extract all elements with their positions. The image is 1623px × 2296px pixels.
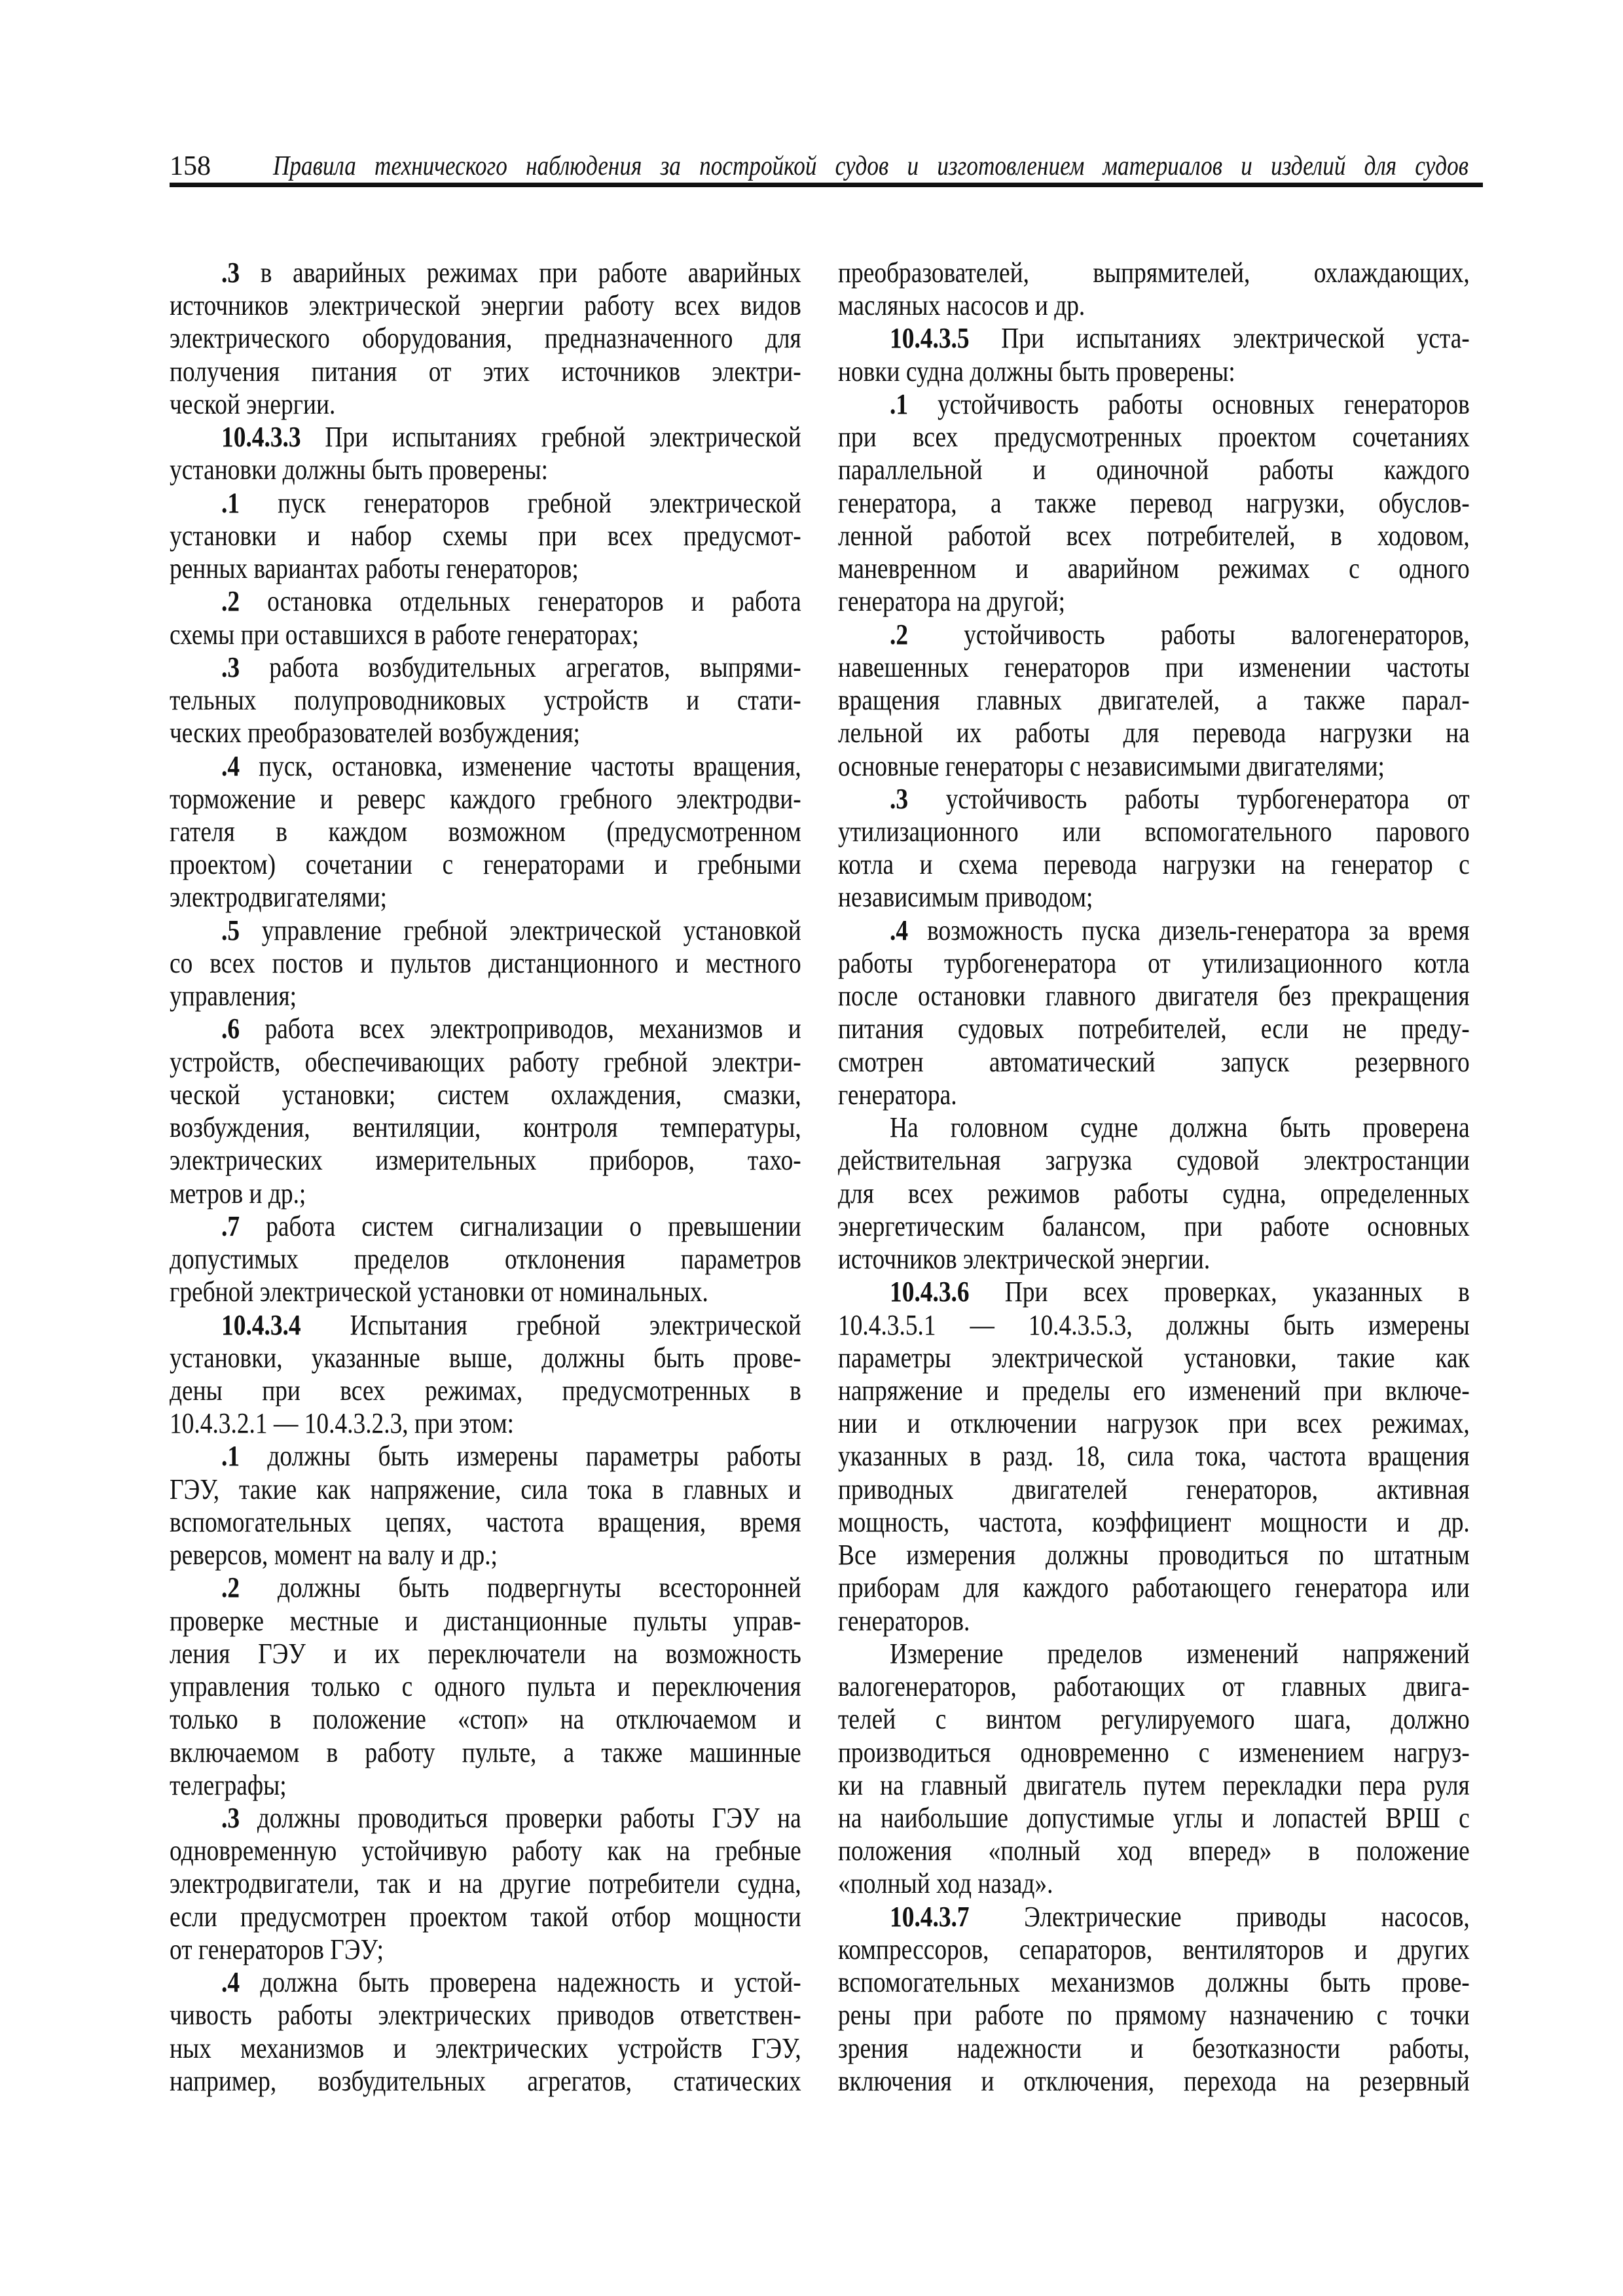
- line-text: источников электрической энергии работу всех видов: [170, 289, 801, 322]
- paragraph-item-3: [170, 1802, 801, 1966]
- paragraph-number: 10.4.3.7: [890, 1900, 970, 1933]
- text-line: [170, 421, 801, 454]
- line-text: установки должны быть проверены:: [170, 454, 549, 486]
- line-text: валогенераторов, работающих от главных двига-: [838, 1670, 1470, 1703]
- text-line: [170, 1210, 801, 1243]
- text-line: [838, 848, 1470, 881]
- paragraph-number: .4: [221, 749, 240, 782]
- line-text: телей с винтом регулируемого шага, должно: [838, 1703, 1470, 1736]
- text-line: [170, 1966, 801, 1999]
- page-number: 158: [170, 151, 211, 181]
- line-text: электродвигателями;: [170, 881, 388, 914]
- text-line: [170, 1309, 801, 1342]
- line-text: включаемом в работу пульте, а также машинные: [170, 1736, 801, 1768]
- text-line: [838, 750, 1470, 783]
- line-text: должны быть подвергнуты всесторонней: [277, 1571, 801, 1604]
- paragraph-item-3: [838, 783, 1470, 914]
- line-text: зрения надежности и безотказности работы,: [838, 2032, 1470, 2064]
- paragraph-number: .4: [890, 914, 909, 946]
- text-line: [170, 454, 801, 486]
- line-text: со всех постов и пультов дистанционного и местного: [170, 946, 801, 979]
- line-text: работа всех электроприводов, механизмов и: [264, 1013, 801, 1045]
- paragraph-10.4.3.5: [838, 322, 1470, 387]
- text-line: [838, 1835, 1470, 1867]
- paragraph-number: .4: [221, 1966, 240, 1999]
- line-text: схемы при оставшихся в работе генераторах;: [170, 618, 639, 651]
- text-line: [170, 487, 801, 520]
- text-line: [838, 1079, 1470, 1111]
- paragraph: [838, 257, 1470, 322]
- text-line: [838, 1867, 1470, 1900]
- line-text: рены при работе по прямому назначению с точки: [838, 1999, 1470, 2032]
- line-text: При всех проверках, указанных в: [1004, 1276, 1470, 1308]
- text-line: [170, 1769, 801, 1802]
- text-line: [170, 520, 801, 552]
- text-line: [170, 1867, 801, 1900]
- line-text: масляных насосов и др.: [838, 289, 1085, 322]
- line-text: для всех режимов работы судна, определенных: [838, 1177, 1470, 1210]
- line-text: 10.4.3.5.1 — 10.4.3.5.3, должны быть измерены: [838, 1308, 1470, 1341]
- line-text: основные генераторы с независимыми двигателями;: [838, 749, 1385, 782]
- text-line: [838, 1473, 1470, 1506]
- text-line: [170, 289, 801, 322]
- line-text: указанных в разд. 18, сила тока, частота вращения: [838, 1440, 1470, 1473]
- paragraph-item-3: [170, 651, 801, 750]
- paragraph-item-3: [170, 257, 801, 421]
- paragraph-number: 10.4.3.5: [890, 322, 970, 355]
- line-text: утилизационного или вспомогательного парового: [838, 815, 1470, 848]
- text-line: [170, 750, 801, 783]
- text-line: [170, 1605, 801, 1638]
- line-text: компрессоров, сепараторов, вентиляторов и других: [838, 1933, 1470, 1965]
- line-text: включения и отключения, перехода на резервный: [838, 2064, 1470, 2097]
- line-text: Испытания гребной электрической: [350, 1308, 801, 1341]
- line-text: чивость работы электрических приводов ответствен-: [170, 1999, 801, 2032]
- line-text: возбуждения, вентиляции, контроля температуры,: [170, 1111, 801, 1144]
- text-line: [838, 1440, 1470, 1473]
- line-text: ГЭУ, такие как напряжение, сила тока в главных и: [170, 1473, 801, 1505]
- paragraph: [838, 1638, 1470, 1901]
- paragraph-number: .3: [221, 651, 240, 683]
- text-line: [838, 1342, 1470, 1374]
- paragraph-item-7: [170, 1210, 801, 1309]
- text-line: [838, 1144, 1470, 1177]
- line-text: лельной их работы для перевода нагрузки на: [838, 717, 1470, 749]
- text-line: [170, 1144, 801, 1177]
- line-text: энергетическим балансом, при работе основных: [838, 1210, 1470, 1242]
- text-line: [838, 1013, 1470, 1045]
- text-line: [838, 947, 1470, 980]
- text-line: [838, 1046, 1470, 1079]
- paragraph-number: 10.4.3.4: [221, 1308, 301, 1341]
- text-line: [170, 651, 801, 684]
- text-line: [170, 1276, 801, 1308]
- running-title-container: [273, 152, 1468, 181]
- line-text: гателя в каждом возможном (предусмотренном: [170, 815, 801, 848]
- line-text: ческой энергии.: [170, 387, 336, 420]
- paragraph-number: .3: [221, 1802, 240, 1835]
- text-line: [170, 1638, 801, 1670]
- text-line: [838, 1506, 1470, 1539]
- text-line: [170, 257, 801, 289]
- line-text: телеграфы;: [170, 1768, 287, 1801]
- running-title: Правила технического наблюдения за постройкой судов и изготовлением материалов и изделий для судов: [273, 151, 1468, 181]
- paragraph-number: .1: [890, 387, 909, 420]
- paragraph-number: .6: [221, 1013, 240, 1045]
- line-text: реверсов, момент на валу и др.;: [170, 1539, 498, 1571]
- text-line: [170, 1079, 801, 1111]
- line-text: пуск, остановка, изменение частоты вращения,: [259, 749, 801, 782]
- text-line: [838, 1177, 1470, 1210]
- line-text: гребной электрической установки от номинальных.: [170, 1276, 708, 1308]
- paragraph-number: .1: [221, 1440, 240, 1473]
- paragraph-number: .2: [890, 618, 909, 651]
- text-line: [838, 1571, 1470, 1604]
- text-line: [838, 914, 1470, 947]
- line-text: устойчивость работы валогенераторов,: [964, 618, 1470, 651]
- paragraph-item-1: [170, 1440, 801, 1571]
- text-line: [838, 1309, 1470, 1342]
- paragraph-number: .3: [221, 257, 240, 289]
- text-line: [170, 947, 801, 980]
- paragraph-item-4: [838, 914, 1470, 1111]
- paragraph-number: .5: [221, 914, 240, 946]
- text-line: [170, 684, 801, 717]
- text-line: [170, 1802, 801, 1835]
- paragraph-number: .7: [221, 1210, 240, 1242]
- text-line: [170, 1473, 801, 1506]
- text-line: [170, 816, 801, 848]
- text-line: [170, 1999, 801, 2032]
- line-text: генератора на другой;: [838, 585, 1066, 618]
- line-text: генератора.: [838, 1078, 957, 1111]
- text-line: [838, 1605, 1470, 1638]
- line-text: от генераторов ГЭУ;: [170, 1933, 384, 1965]
- line-text: генераторов.: [838, 1604, 970, 1637]
- line-text: устойчивость работы основных генераторов: [937, 387, 1470, 420]
- text-line: [838, 1769, 1470, 1802]
- line-text: При испытаниях гребной электрической: [325, 421, 801, 454]
- text-line: [170, 1736, 801, 1769]
- paragraph-10.4.3.4: [170, 1309, 801, 1441]
- left-column: [170, 257, 801, 2098]
- line-text: приводных двигателей генераторов, активная: [838, 1473, 1470, 1505]
- text-line: [170, 619, 801, 651]
- line-text: например, возбудительных агрегатов, статических: [170, 2064, 801, 2097]
- paragraph-item-5: [170, 914, 801, 1013]
- text-line: [170, 1835, 801, 1867]
- line-text: управления только с одного пульта и переключения: [170, 1670, 801, 1703]
- line-text: 10.4.3.2.1 — 10.4.3.2.3, при этом:: [170, 1407, 515, 1440]
- line-text: вращения главных двигателей, а также парал-: [838, 684, 1470, 717]
- line-text: одновременную устойчивую работу как на гребные: [170, 1835, 801, 1867]
- line-text: установки и набор схемы при всех предусмот-: [170, 519, 801, 552]
- line-text: тельных полупроводниковых устройств и стати-: [170, 684, 801, 717]
- line-text: источников электрической энергии.: [838, 1243, 1211, 1276]
- text-line: [838, 1374, 1470, 1407]
- text-line: [838, 1210, 1470, 1243]
- line-text: ленной работой всех потребителей, в ходовом,: [838, 519, 1470, 552]
- text-line: [170, 1243, 801, 1276]
- line-text: ческих преобразователей возбуждения;: [170, 717, 580, 749]
- line-text: положения «полный ход вперед» в положение: [838, 1835, 1470, 1867]
- line-text: работы турбогенератора от утилизационного котла: [838, 946, 1470, 979]
- line-text: вспомогательных механизмов должны быть прове-: [838, 1966, 1470, 1999]
- text-line: [838, 257, 1470, 289]
- text-line: [838, 1802, 1470, 1835]
- line-text: получения питания от этих источников электри-: [170, 355, 801, 387]
- text-line: [838, 684, 1470, 717]
- text-line: [170, 1046, 801, 1079]
- text-line: [170, 1703, 801, 1736]
- text-line: [170, 1342, 801, 1374]
- text-line: [170, 388, 801, 421]
- line-text: смотрен автоматический запуск резервного: [838, 1045, 1470, 1078]
- text-line: [838, 421, 1470, 454]
- line-text: вспомогательных цепях, частота вращения, время: [170, 1505, 801, 1538]
- paragraph-10.4.3.7: [838, 1901, 1470, 2098]
- line-text: электрических измерительных приборов, тахо-: [170, 1144, 801, 1177]
- line-text: работа возбудительных агрегатов, выпрями-: [269, 651, 801, 683]
- line-text: котла и схема перевода нагрузки на генератор с: [838, 848, 1470, 881]
- text-line: [170, 914, 801, 947]
- line-text: ления ГЭУ и их переключатели на возможность: [170, 1637, 801, 1670]
- text-line: [838, 520, 1470, 552]
- line-text: генератора, а также перевод нагрузки, обуслов-: [838, 486, 1470, 519]
- text-line: [170, 1111, 801, 1144]
- line-text: ческой установки; систем охлаждения, смазки,: [170, 1078, 801, 1111]
- line-text: нии и отключении нагрузок при всех режимах,: [838, 1407, 1470, 1440]
- text-line: [838, 487, 1470, 520]
- line-text: ки на главный двигатель путем перекладки пера руля: [838, 1768, 1470, 1801]
- text-line: [838, 816, 1470, 848]
- line-text: если предусмотрен проектом такой отбор мощности: [170, 1900, 801, 1933]
- text-line: [838, 651, 1470, 684]
- text-line: [170, 1933, 801, 1966]
- text-line: [170, 783, 801, 816]
- paragraph-item-4: [170, 1966, 801, 2098]
- paragraph: [838, 1111, 1470, 1276]
- line-text: торможение и реверс каждого гребного электродви-: [170, 782, 801, 815]
- text-line: [170, 1571, 801, 1604]
- line-text: должна быть проверена надежность и устой-: [260, 1966, 801, 1999]
- paragraph-item-1: [170, 487, 801, 586]
- header-rule: [170, 183, 1483, 187]
- line-text: Измерение пределов изменений напряжений: [890, 1637, 1470, 1670]
- text-line: [170, 322, 801, 355]
- text-line: [838, 881, 1470, 914]
- paragraph-item-1: [838, 388, 1470, 619]
- text-line: [170, 1177, 801, 1210]
- paragraph-10.4.3.3: [170, 421, 801, 486]
- text-line: [170, 1901, 801, 1933]
- line-text: мощность, частота, коэффициент мощности и др.: [838, 1505, 1470, 1538]
- line-text: метров и др.;: [170, 1177, 306, 1210]
- line-text: электродвигатели, так и на другие потребители судна,: [170, 1867, 801, 1900]
- text-line: [838, 454, 1470, 486]
- text-line: [170, 881, 801, 914]
- line-text: ренных вариантах работы генераторов;: [170, 552, 579, 585]
- text-line: [838, 322, 1470, 355]
- paragraph-number: .1: [221, 486, 240, 519]
- line-text: устройств, обеспечивающих работу гребной электри-: [170, 1045, 801, 1078]
- text-line: [170, 1539, 801, 1571]
- line-text: Все измерения должны проводиться по штатным: [838, 1539, 1470, 1571]
- line-text: независимым приводом;: [838, 881, 1093, 914]
- line-text: электрического оборудования, предназначенного для: [170, 322, 801, 355]
- line-text: действительная загрузка судовой электростанции: [838, 1144, 1470, 1177]
- line-text: при всех предусмотренных проектом сочетаниях: [838, 421, 1470, 454]
- paragraph-10.4.3.6: [838, 1276, 1470, 1638]
- line-text: должны проводиться проверки работы ГЭУ на: [257, 1802, 801, 1835]
- text-line: [838, 585, 1470, 618]
- text-line: [838, 1670, 1470, 1703]
- paragraph-number: 10.4.3.6: [890, 1276, 970, 1308]
- text-line: [838, 289, 1470, 322]
- paragraph-number: .2: [221, 1571, 240, 1604]
- line-text: работа систем сигнализации о превышении: [266, 1210, 801, 1242]
- text-line: [170, 1013, 801, 1045]
- text-line: [170, 2065, 801, 2098]
- text-line: [838, 1736, 1470, 1769]
- line-text: приборам для каждого работающего генератора или: [838, 1571, 1470, 1604]
- paragraph-item-2: [838, 619, 1470, 783]
- line-text: в аварийных режимах при работе аварийных: [260, 257, 801, 289]
- line-text: управления;: [170, 980, 297, 1013]
- text-line: [838, 619, 1470, 651]
- line-text: после остановки главного двигателя без прекращения: [838, 980, 1470, 1013]
- line-text: преобразователей, выпрямителей, охлаждающих,: [838, 257, 1470, 289]
- line-text: установки, указанные выше, должны быть прове-: [170, 1341, 801, 1374]
- line-text: При испытаниях электрической уста-: [1001, 322, 1470, 355]
- text-line: [838, 1966, 1470, 1999]
- line-text: питания судовых потребителей, если не преду-: [838, 1013, 1470, 1045]
- text-line: [170, 552, 801, 585]
- line-text: На головном судне должна быть проверена: [890, 1111, 1470, 1144]
- line-text: на наибольшие допустимые углы и лопастей ВРШ с: [838, 1802, 1470, 1835]
- text-line: [838, 2032, 1470, 2065]
- line-text: навешенных генераторов при изменении частоты: [838, 651, 1470, 683]
- text-line: [838, 1703, 1470, 1736]
- text-line: [838, 1243, 1470, 1276]
- text-line: [838, 1111, 1470, 1144]
- line-text: напряжение и пределы его изменений при включе-: [838, 1374, 1470, 1407]
- text-line: [838, 2065, 1470, 2098]
- line-text: дены при всех режимах, предусмотренных в: [170, 1374, 801, 1407]
- line-text: пуск генераторов гребной электрической: [278, 486, 801, 519]
- text-line: [838, 1901, 1470, 1933]
- paragraph-number: .3: [890, 782, 909, 815]
- line-text: маневренном и аварийном режимах с одного: [838, 552, 1470, 585]
- text-line: [838, 980, 1470, 1013]
- line-text: проверке местные и дистанционные пульты управ-: [170, 1604, 801, 1637]
- text-line: [170, 980, 801, 1013]
- text-line: [170, 1407, 801, 1440]
- line-text: остановка отдельных генераторов и работа: [267, 585, 801, 618]
- text-line: [838, 1933, 1470, 1966]
- line-text: возможность пуска дизель-генератора за время: [927, 914, 1470, 946]
- text-line: [838, 783, 1470, 816]
- text-line: [170, 1670, 801, 1703]
- line-text: «полный ход назад».: [838, 1867, 1053, 1900]
- right-column: [838, 257, 1470, 2098]
- line-text: устойчивость работы турбогенератора от: [945, 782, 1470, 815]
- paragraph-number: 10.4.3.3: [221, 421, 301, 454]
- line-text: должны быть измерены параметры работы: [267, 1440, 801, 1473]
- text-line: [170, 1374, 801, 1407]
- line-text: допустимых пределов отклонения параметров: [170, 1243, 801, 1276]
- text-line: [838, 1407, 1470, 1440]
- paragraph-item-2: [170, 1571, 801, 1802]
- line-text: проектом) сочетании с генераторами и гребными: [170, 848, 801, 881]
- line-text: параметры электрической установки, такие как: [838, 1341, 1470, 1374]
- line-text: только в положение «стоп» на отключаемом и: [170, 1703, 801, 1736]
- text-line: [170, 585, 801, 618]
- line-text: параллельной и одиночной работы каждого: [838, 454, 1470, 486]
- text-line: [838, 1638, 1470, 1670]
- text-line: [838, 1999, 1470, 2032]
- text-line: [838, 355, 1470, 388]
- paragraph-item-4: [170, 750, 801, 914]
- text-line: [170, 1506, 801, 1539]
- paragraph-item-2: [170, 585, 801, 651]
- text-line: [838, 1276, 1470, 1308]
- text-line: [838, 552, 1470, 585]
- line-text: новки судна должны быть проверены:: [838, 355, 1235, 387]
- line-text: управление гребной электрической установкой: [261, 914, 801, 946]
- paragraph-item-6: [170, 1013, 801, 1210]
- text-line: [838, 1539, 1470, 1571]
- text-line: [170, 2032, 801, 2065]
- text-line: [838, 717, 1470, 749]
- text-line: [170, 1440, 801, 1473]
- paragraph-number: .2: [221, 585, 240, 618]
- text-line: [170, 355, 801, 388]
- text-line: [170, 717, 801, 749]
- line-text: производиться одновременно с изменением нагруз-: [838, 1736, 1470, 1768]
- text-line: [170, 848, 801, 881]
- text-line: [838, 388, 1470, 421]
- line-text: Электрические приводы насосов,: [1024, 1900, 1470, 1933]
- line-text: ных механизмов и электрических устройств ГЭУ,: [170, 2032, 801, 2064]
